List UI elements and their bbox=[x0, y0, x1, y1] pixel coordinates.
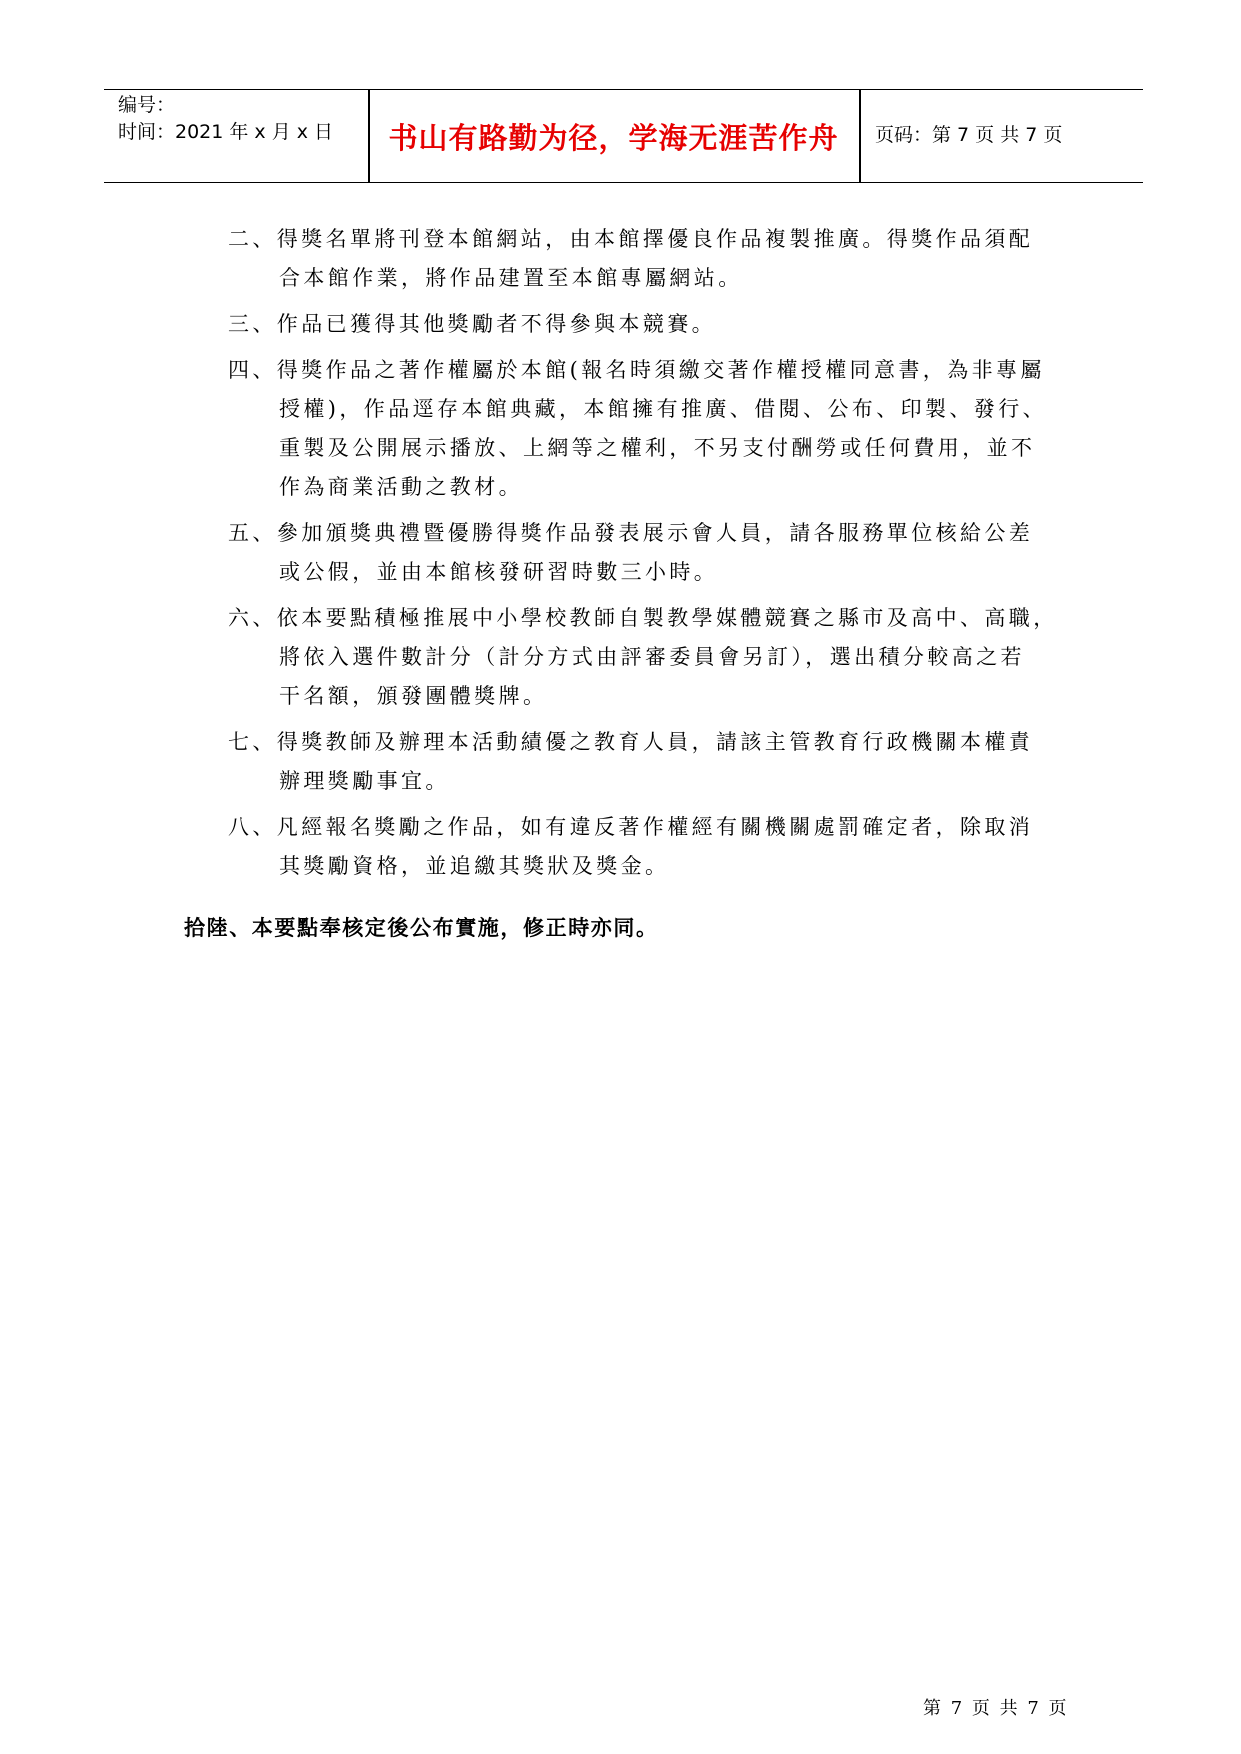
clause-first-line: 四、得獎作品之著作權屬於本館(報名時須繳交著作權授權同意書，為非專屬 bbox=[228, 358, 1045, 382]
header-number-label: 编号： bbox=[118, 94, 176, 116]
clause-item bbox=[228, 220, 1128, 298]
clause-continuation-line: 干名額，頒發團體獎牌。 bbox=[279, 684, 548, 708]
clause-continuation-line: 或公假，並由本館核發研習時數三小時。 bbox=[279, 560, 719, 584]
clause-continuation-line: 辦理獎勵事宜。 bbox=[279, 769, 450, 793]
page-footer: 第 7 页 共 7 页 bbox=[923, 1698, 1069, 1719]
clause-first-line: 六、依本要點積極推展中小學校教師自製教學媒體競賽之縣市及高中、高職， bbox=[228, 606, 1058, 630]
clause-continuation-line: 其獎勵資格，並追繳其獎狀及獎金。 bbox=[279, 854, 670, 878]
clause-first-line: 五、參加頒獎典禮暨優勝得獎作品發表展示會人員，請各服務單位核給公差 bbox=[228, 521, 1034, 545]
document-header bbox=[104, 89, 1143, 183]
document-body bbox=[228, 220, 1128, 893]
clause-item bbox=[228, 351, 1128, 507]
clause-continuation-line: 作為商業活動之教材。 bbox=[279, 475, 523, 499]
clause-continuation-line: 授權)，作品逕存本館典藏，本館擁有推廣、借閱、公布、印製、發行、 bbox=[279, 397, 1047, 421]
header-meta bbox=[118, 92, 333, 146]
clause-item bbox=[228, 808, 1128, 886]
clause-continuation-line: 重製及公開展示播放、上網等之權利，不另支付酬勞或任何費用，並不 bbox=[279, 436, 1036, 460]
closing-statement: 拾陸、本要點奉核定後公布實施，修正時亦同。 bbox=[184, 916, 659, 940]
clause-continuation-line: 將依入選件數計分（計分方式由評審委員會另訂），選出積分較高之若 bbox=[279, 645, 1025, 669]
clause-first-line: 七、得獎教師及辦理本活動績優之教育人員，請該主管教育行政機關本權責 bbox=[228, 730, 1034, 754]
clause-first-line: 三、作品已獲得其他獎勵者不得參與本競賽。 bbox=[228, 312, 716, 336]
header-divider-right bbox=[859, 90, 861, 182]
header-motto: 书山有路勤为径，学海无涯苦作舟 bbox=[388, 120, 839, 155]
clause-item bbox=[228, 723, 1128, 801]
clause-first-line: 二、得獎名單將刊登本館網站，由本館擇優良作品複製推廣。得獎作品須配 bbox=[228, 227, 1034, 251]
header-page-label: 页码：第 7 页 共 7 页 bbox=[875, 124, 1063, 146]
clause-item bbox=[228, 305, 1128, 344]
clause-continuation-line: 合本館作業，將作品建置至本館專屬網站。 bbox=[279, 266, 743, 290]
clause-item bbox=[228, 514, 1128, 592]
clause-first-line: 八、凡經報名獎勵之作品，如有違反著作權經有關機關處罰確定者，除取消 bbox=[228, 815, 1034, 839]
clause-item bbox=[228, 599, 1128, 716]
header-time-label: 时间：2021 年 x 月 x 日 bbox=[118, 121, 334, 143]
